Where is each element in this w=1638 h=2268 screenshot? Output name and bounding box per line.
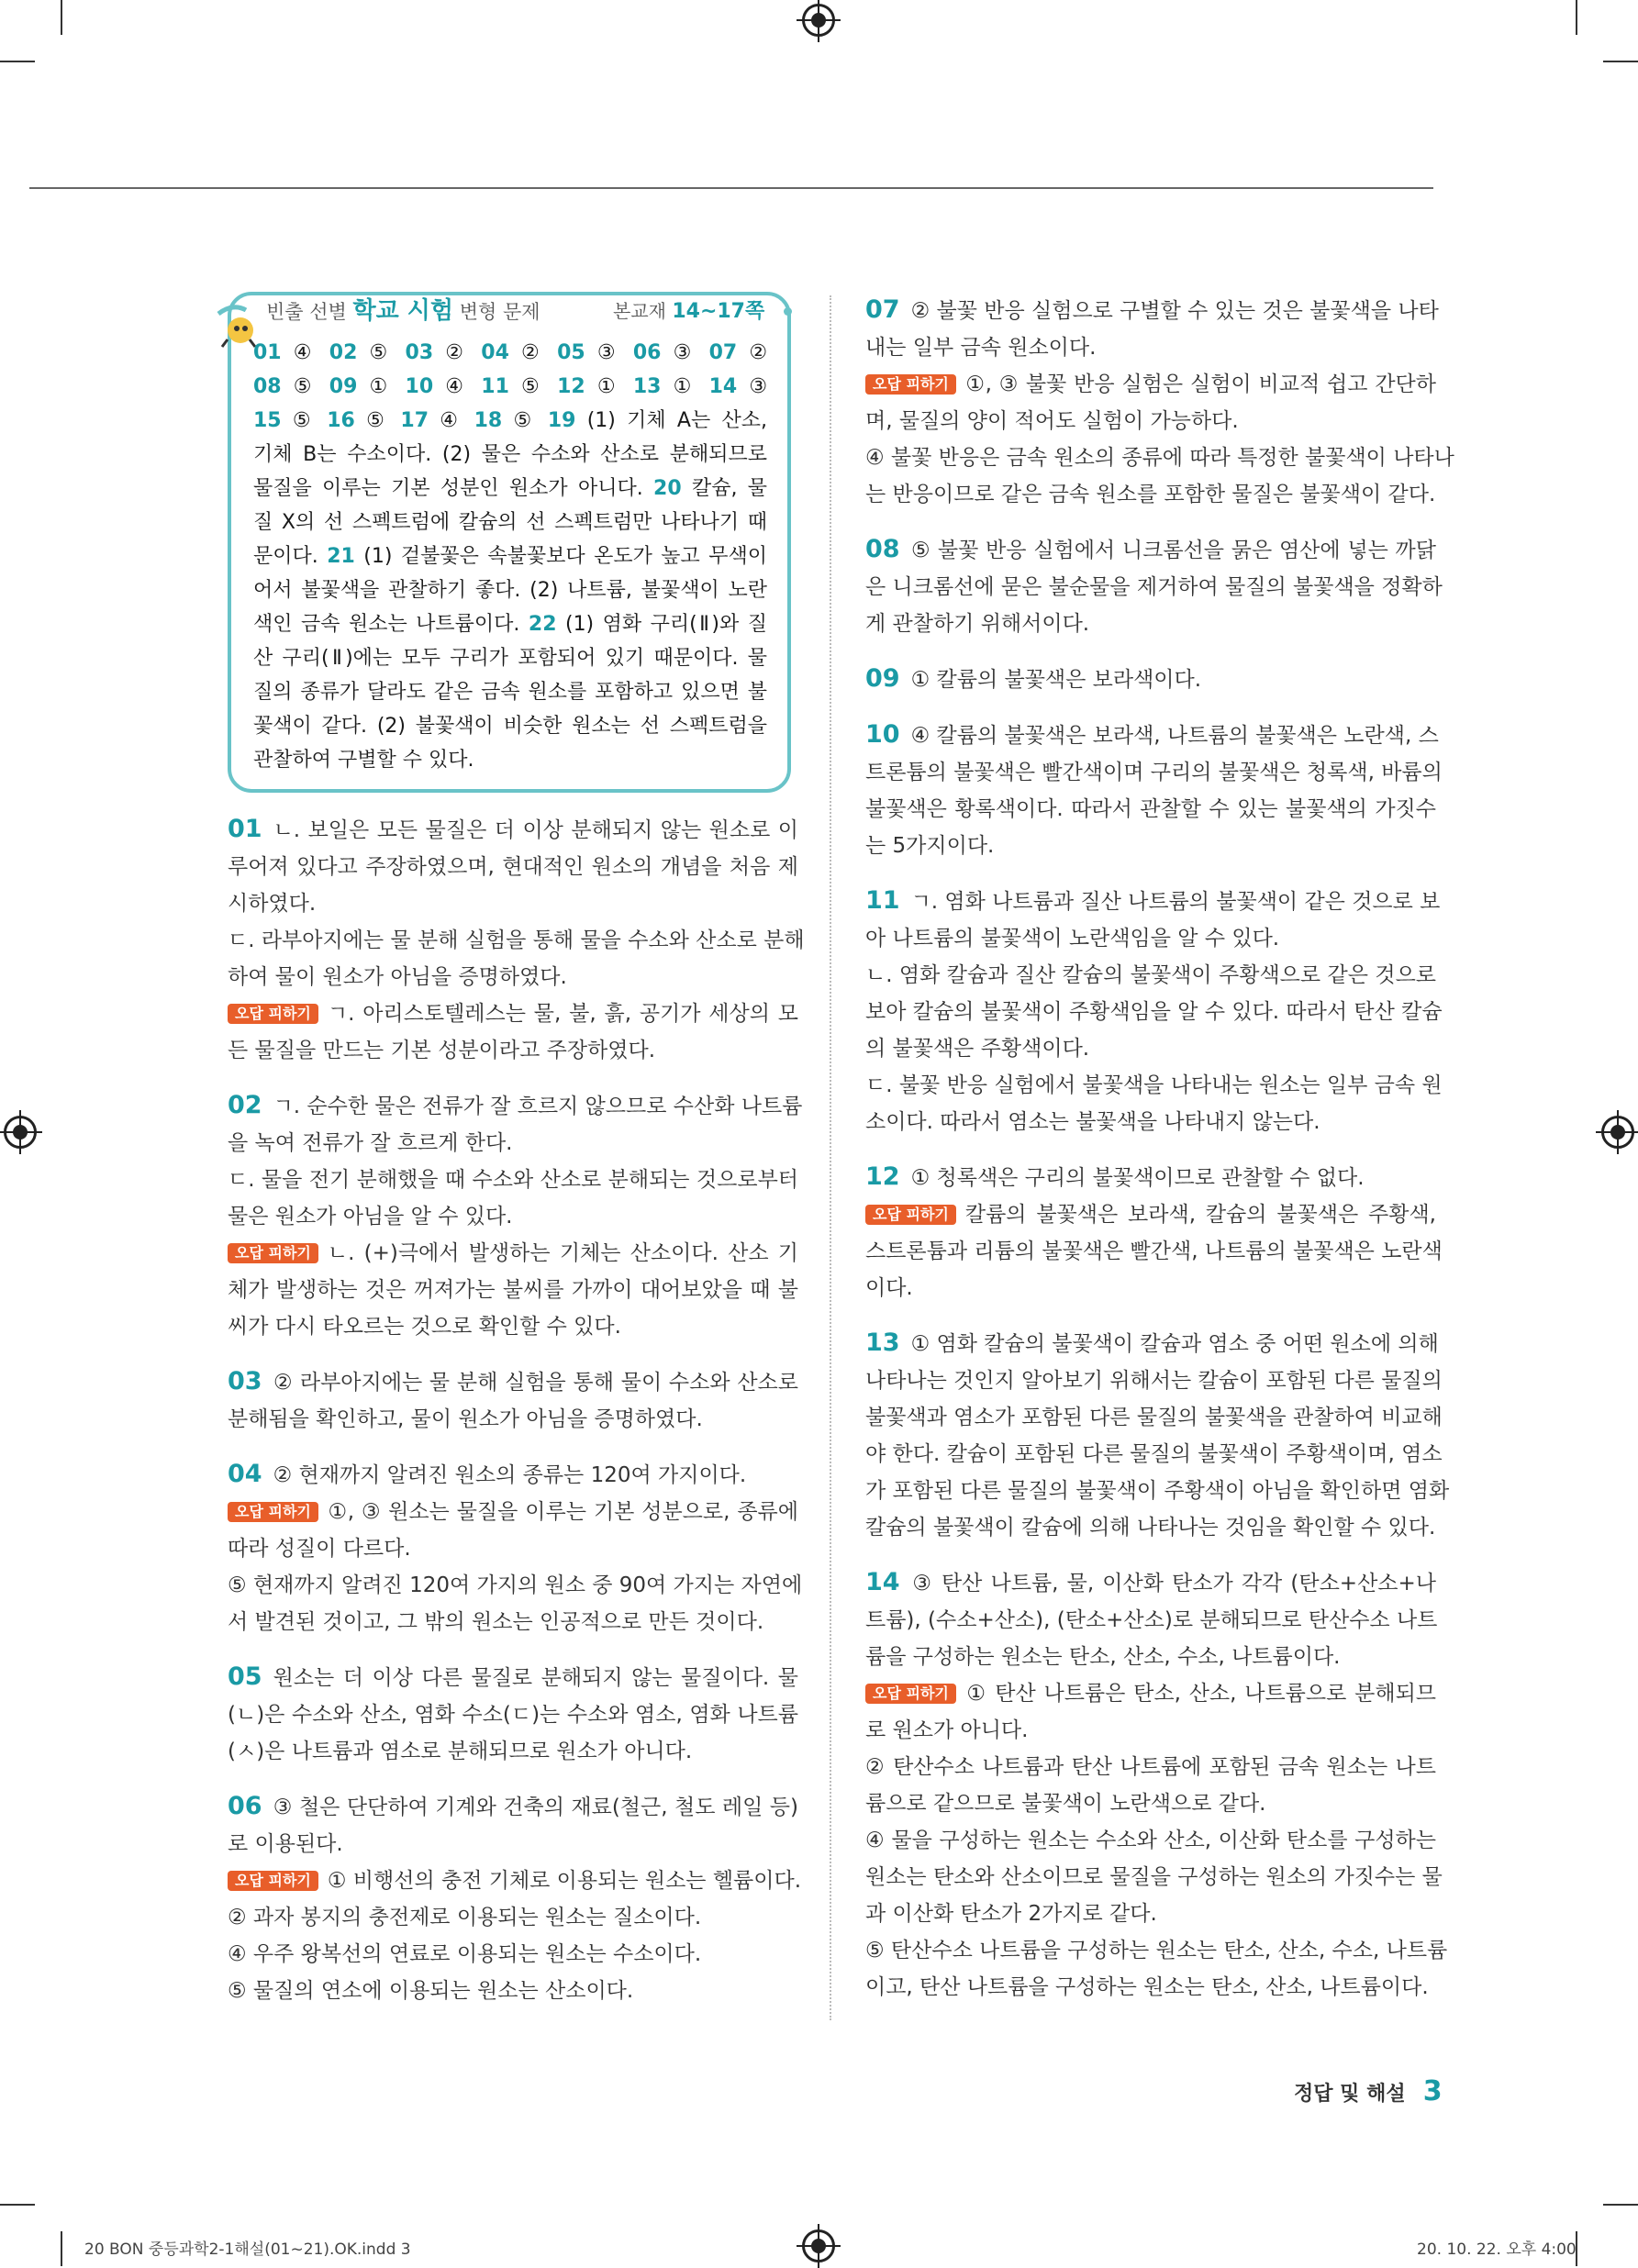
explanation-line: 칼슘의 불꽃색이 칼슘에 의해 나타나는 것임을 확인할 수 있다. xyxy=(865,1516,1436,1540)
explanation-line: 오답 피하기 ㄱ. 아리스토텔레스는 물, 불, 흙, 공기가 세상의 모 xyxy=(228,995,798,1032)
answer-segment: 기체 B는 수소이다. (2) 물은 수소와 산소로 분해되므로 xyxy=(253,443,767,466)
explanation-line: 10 ④ 칼륨의 불꽃색은 보라색, 나트륨의 불꽃색은 노란색, 스 xyxy=(865,720,1439,749)
explanation-line: 04 ② 현재까지 알려진 원소의 종류는 120여 가지이다. xyxy=(228,1460,747,1488)
explanation-line: ④ 우주 왕복선의 연료로 이용되는 원소는 수소이다. xyxy=(228,1942,702,1966)
explanation-line: 이다. xyxy=(865,1276,913,1300)
explanation-line: 오답 피하기 ① 탄산 나트륨은 탄소, 산소, 나트륨으로 분해되므 xyxy=(865,1675,1436,1712)
crop-mark xyxy=(1603,2204,1638,2206)
answer-segment: 09 ① xyxy=(329,375,394,398)
question-number: 04 xyxy=(228,1460,262,1488)
explanation-line: 야 한다. 칼슘이 포함된 다른 물질의 불꽃색이 주황색이며, 염소 xyxy=(865,1442,1443,1466)
answer-box-line xyxy=(253,573,767,607)
explanation-line: 나타나는 것인지 알아보기 위해서는 칼슘이 포함된 다른 물질의 xyxy=(865,1369,1443,1393)
answer-segment: 06 ③ xyxy=(632,341,697,364)
answer-number: 06 xyxy=(632,341,662,364)
answer-segment: 21 (1) 겉불꽃은 속불꽃보다 온도가 높고 무색이 xyxy=(327,545,767,568)
answer-segment: 01 ④ xyxy=(253,341,318,364)
answer-number: 11 xyxy=(481,375,509,398)
explanation-line: ⑤ 현재까지 알려진 120여 가지의 원소 중 90여 가지는 자연에 xyxy=(228,1573,803,1597)
answer-box-line xyxy=(253,641,767,675)
page-number: 3 xyxy=(1422,2075,1443,2107)
registration-mark-icon xyxy=(4,1116,37,1149)
slug-date: 20. 10. 22. 오후 4:00 xyxy=(1417,2240,1577,2259)
answer-number: 13 xyxy=(632,375,662,398)
explanation-line: ④ 물을 구성하는 원소는 수소와 산소, 이산화 탄소를 구성하는 xyxy=(865,1829,1436,1852)
explanation-line: 14 ③ 탄산 나트륨, 물, 이산화 탄소가 각각 (탄소+산소+나 xyxy=(865,1568,1436,1596)
explanation-line: ㄷ. 물을 전기 분해했을 때 수소와 산소로 분해되는 것으로부터 xyxy=(228,1168,798,1192)
answer-segment: 관찰하여 구별할 수 있다. xyxy=(253,749,474,772)
answer-number: 16 xyxy=(327,409,355,432)
question-number: 06 xyxy=(228,1792,262,1820)
answer-segment: 산 구리(Ⅱ)에는 모두 구리가 포함되어 있기 때문이다. 물 xyxy=(253,647,767,670)
explanation-line: 08 ⑤ 불꽃 반응 실험에서 니크롬선을 묽은 염산에 넣는 까닭 xyxy=(865,535,1436,563)
explanation-line: 루어져 있다고 주장하였으며, 현대적인 원소의 개념을 처음 제 xyxy=(228,855,798,879)
answer-number: 18 xyxy=(474,409,503,432)
explanation-line: 보아 칼슘의 불꽃색이 주황색임을 알 수 있다. 따라서 탄산 칼슘 xyxy=(865,1000,1443,1024)
answer-box-line xyxy=(253,709,767,743)
explanation-item xyxy=(228,1456,803,1640)
explanation-line: 륨으로 같으므로 불꽃색이 노란색으로 같다. xyxy=(865,1792,1266,1816)
question-number: 09 xyxy=(865,664,900,693)
answer-segment: 22 (1) 염화 구리(Ⅱ)와 질 xyxy=(528,613,767,636)
explanation-line: 의 불꽃색은 주황색이다. xyxy=(865,1037,1090,1061)
explanation-line: 11 ㄱ. 염화 나트륨과 질산 나트륨의 불꽃색이 같은 것으로 보 xyxy=(865,886,1441,915)
answer-box-line xyxy=(253,472,767,506)
page-footer xyxy=(1294,2075,1443,2107)
answer-box-line xyxy=(253,404,767,438)
explanation-item xyxy=(865,1159,1443,1306)
explanation-line: 아 나트륨의 불꽃색이 노란색임을 알 수 있다. xyxy=(865,927,1280,951)
explanation-line: ⑤ 물질의 연소에 이용되는 원소는 산소이다. xyxy=(228,1979,634,2003)
explanation-line: ㄴ. 염화 칼슘과 질산 칼슘의 불꽃색이 주황색으로 같은 것으로 xyxy=(865,963,1436,987)
explanation-line: 이고, 탄산 나트륨을 구성하는 원소는 탄소, 산소, 나트륨이다. xyxy=(865,1975,1429,1999)
explanation-line: ⑤ 탄산수소 나트륨을 구성하는 원소는 탄소, 산소, 수소, 나트륨 xyxy=(865,1939,1448,1962)
explanation-line: 원소는 탄소와 산소이므로 물질을 구성하는 원소의 가짓수는 물 xyxy=(865,1865,1443,1889)
answer-segment: 꽃색이 같다. (2) 불꽃색이 비슷한 원소는 선 스펙트럼을 xyxy=(253,715,767,738)
answer-number: 01 xyxy=(253,341,282,364)
explanation-line: 스트론튬과 리튬의 불꽃색은 빨간색, 나트륨의 불꽃색은 노란색 xyxy=(865,1240,1443,1263)
explanation-line: 게 관찰하기 위해서이다. xyxy=(865,612,1090,636)
crop-mark xyxy=(61,0,62,35)
answer-box-line xyxy=(253,370,767,404)
answer-segment: 08 ⑤ xyxy=(253,375,318,398)
explanation-line: 02 ㄱ. 순수한 물은 전류가 잘 흐르지 않으므로 수산화 나트륨 xyxy=(228,1091,803,1119)
registration-mark-icon xyxy=(802,2229,835,2262)
answer-number: 22 xyxy=(528,613,557,636)
answer-segment: 04 ② xyxy=(481,341,545,364)
wrong-answer-tag: 오답 피하기 xyxy=(865,1684,956,1704)
answer-number: 02 xyxy=(329,341,358,364)
explanation-line: 오답 피하기 칼륨의 불꽃색은 보라색, 칼슘의 불꽃색은 주황색, xyxy=(865,1196,1436,1233)
footer-section-label: 정답 및 해설 xyxy=(1294,2083,1406,2106)
left-column xyxy=(228,811,805,2028)
explanation-line: ② 탄산수소 나트륨과 탄산 나트륨에 포함된 금속 원소는 나트 xyxy=(865,1755,1436,1779)
answer-segment: 10 ④ xyxy=(405,375,470,398)
question-number: 12 xyxy=(865,1162,900,1191)
explanation-item xyxy=(865,661,1436,698)
explanation-line: 트론튬의 불꽃색은 빨간색이며 구리의 불꽃색은 청록색, 바륨의 xyxy=(865,761,1443,784)
answer-box-line xyxy=(253,539,767,573)
explanation-line: 는 5가지이다. xyxy=(865,834,995,858)
answer-number: 19 xyxy=(547,409,576,432)
explanation-line: 서 발견된 것이고, 그 밖의 원소는 인공적으로 만든 것이다. xyxy=(228,1610,764,1634)
explanation-line: 불꽃색과 염소가 포함된 다른 물질의 불꽃색을 관찰하여 비교해 xyxy=(865,1406,1443,1429)
answer-box-line xyxy=(253,743,767,777)
answer-segment: 05 ③ xyxy=(557,341,621,364)
explanation-item xyxy=(228,1788,802,2009)
explanation-item xyxy=(228,811,805,1069)
right-column xyxy=(865,292,1454,2024)
explanation-item xyxy=(865,1325,1450,1546)
explanation-item xyxy=(865,1564,1448,2006)
answer-number: 07 xyxy=(708,341,738,364)
explanation-line: 로 이용된다. xyxy=(228,1832,343,1856)
answer-box-line xyxy=(253,675,767,709)
question-number: 02 xyxy=(228,1091,262,1119)
explanation-item xyxy=(865,292,1454,513)
answer-segment: 12 ① xyxy=(557,375,621,398)
explanation-line: 12 ① 청록색은 구리의 불꽃색이므로 관찰할 수 없다. xyxy=(865,1162,1365,1191)
explanation-line: 은 니크롬선에 묻은 불순물을 제거하여 물질의 불꽃색을 정확하 xyxy=(865,575,1443,599)
answer-segment: 17 ④ xyxy=(400,409,463,432)
explanation-line: 내는 일부 금속 원소이다. xyxy=(865,336,1097,360)
answer-number: 03 xyxy=(405,341,434,364)
explanation-line: 는 반응이므로 같은 금속 원소를 포함한 물질은 불꽃색이 같다. xyxy=(865,483,1436,506)
explanation-line: 오답 피하기 ① 비행선의 충전 기체로 이용되는 원소는 헬륨이다. xyxy=(228,1862,798,1899)
explanation-line: 오답 피하기 ㄴ. (+)극에서 발생하는 기체는 산소이다. 산소 기 xyxy=(228,1235,798,1272)
answer-box-line xyxy=(253,506,767,539)
answer-number: 09 xyxy=(329,375,358,398)
textbook-reference: 본교재 14~17쪽 xyxy=(613,295,792,324)
answer-number: 12 xyxy=(557,375,585,398)
question-number: 03 xyxy=(228,1367,262,1395)
crop-mark xyxy=(0,61,35,62)
answer-number: 20 xyxy=(653,477,682,500)
explanation-line: (ㅅ)은 나트륨과 염소로 분해되므로 원소가 아니다. xyxy=(228,1740,693,1763)
answer-number: 14 xyxy=(708,375,738,398)
crop-mark xyxy=(1603,61,1638,62)
question-number: 13 xyxy=(865,1329,900,1357)
explanation-line: 트륨), (수소+산소), (탄소+산소)로 분해되므로 탄산수소 나트 xyxy=(865,1608,1438,1632)
answer-number: 10 xyxy=(405,375,434,398)
explanation-item xyxy=(228,1659,798,1770)
explanation-line: 과 이산화 탄소가 2가지로 같다. xyxy=(865,1902,1157,1926)
crop-mark xyxy=(0,2204,35,2206)
answer-segment: 20 칼슘, 물 xyxy=(653,477,767,500)
explanation-line: 며, 물질의 양이 적어도 실험이 가능하다. xyxy=(865,409,1239,433)
question-number: 11 xyxy=(865,886,900,915)
header-rule xyxy=(29,187,1433,189)
answer-segment: 물질을 이루는 기본 성분인 원소가 아니다. xyxy=(253,477,643,500)
explanation-line: 오답 피하기 ①, ③ 원소는 물질을 이루는 기본 성분으로, 종류에 xyxy=(228,1494,798,1530)
explanation-item xyxy=(865,883,1443,1140)
question-number: 14 xyxy=(865,1568,900,1596)
explanation-line: 오답 피하기 ①, ③ 불꽃 반응 실험은 실험이 비교적 쉽고 간단하 xyxy=(865,366,1436,403)
explanation-line: 가 포함된 다른 물질의 불꽃색이 주황색이 아님을 확인하면 염화 xyxy=(865,1479,1450,1503)
explanation-line: ④ 불꽃 반응은 금속 원소의 종류에 따라 특정한 불꽃색이 나타나 xyxy=(865,446,1454,470)
crop-mark xyxy=(1576,0,1577,35)
answer-segment: 16 ⑤ xyxy=(327,409,390,432)
answer-segment: 19 (1) 기체 A는 산소, xyxy=(547,409,768,432)
explanation-item xyxy=(228,1087,803,1345)
explanation-line: 든 물질을 만드는 기본 성분이라고 주장하였다. xyxy=(228,1039,656,1062)
answer-box-line xyxy=(253,438,767,472)
explanation-item xyxy=(865,717,1443,864)
answer-box-header: 빈출 선별 학교 시험 변형 문제 xyxy=(266,297,540,325)
wrong-answer-tag: 오답 피하기 xyxy=(228,1004,318,1024)
answer-box-line xyxy=(253,336,767,370)
answer-segment: 색인 금속 원소는 나트륨이다. xyxy=(253,613,520,636)
answer-number: 05 xyxy=(557,341,585,364)
column-divider xyxy=(830,295,831,2020)
explanation-line: 륨을 구성하는 원소는 탄소, 산소, 수소, 나트륨이다. xyxy=(865,1645,1341,1669)
explanation-line: ② 과자 봉지의 충전제로 이용되는 원소는 질소이다. xyxy=(228,1906,702,1929)
answer-segment: 문이다. xyxy=(253,545,318,568)
answer-segment: 질 X의 선 스펙트럼에 칼슘의 선 스펙트럼만 나타나기 때 xyxy=(253,511,767,534)
answer-number: 08 xyxy=(253,375,282,398)
explanation-item xyxy=(865,531,1443,642)
answer-segment: 14 ③ xyxy=(708,375,768,398)
wrong-answer-tag: 오답 피하기 xyxy=(228,1502,318,1522)
explanation-item xyxy=(228,1363,798,1438)
explanation-line: 체가 발생하는 것은 꺼져가는 불씨를 가까이 대어보았을 때 불 xyxy=(228,1278,798,1302)
explanation-line: 을 녹여 전류가 잘 흐르게 한다. xyxy=(228,1131,513,1155)
answer-segment: 15 ⑤ xyxy=(253,409,316,432)
question-number: 08 xyxy=(865,535,900,563)
answer-number: 04 xyxy=(481,341,509,364)
explanation-line: 01 ㄴ. 보일은 모든 물질은 더 이상 분해되지 않는 원소로 이 xyxy=(228,815,798,843)
explanation-line: ㄷ. 불꽃 반응 실험에서 불꽃색을 나타내는 원소는 일부 금속 원 xyxy=(865,1073,1443,1097)
explanation-line: 시하였다. xyxy=(228,892,317,916)
explanation-line: 03 ② 라부아지에는 물 분해 실험을 통해 물이 수소와 산소로 xyxy=(228,1367,798,1395)
wrong-answer-tag: 오답 피하기 xyxy=(228,1243,318,1263)
crop-mark xyxy=(61,2231,62,2266)
answer-number: 17 xyxy=(400,409,429,432)
slug-filename: 20 BON 중등과학2-1해설(01~21).OK.indd 3 xyxy=(84,2240,411,2259)
explanation-line: 물은 원소가 아님을 알 수 있다. xyxy=(228,1205,513,1228)
explanation-line: 불꽃색은 황록색이다. 따라서 관찰할 수 있는 불꽃색의 가짓수 xyxy=(865,797,1436,821)
explanation-line: (ㄴ)은 수소와 산소, 염화 수소(ㄷ)는 수소와 염소, 염화 나트륨 xyxy=(228,1703,798,1727)
explanation-line: 로 원소가 아니다. xyxy=(865,1718,1029,1742)
explanation-line: 소이다. 따라서 염소는 불꽃색을 나타내지 않는다. xyxy=(865,1110,1320,1134)
wrong-answer-tag: 오답 피하기 xyxy=(865,374,956,395)
answer-number: 15 xyxy=(253,409,282,432)
explanation-line: ㄷ. 라부아지에는 물 분해 실험을 통해 물을 수소와 산소로 분해 xyxy=(228,928,805,952)
explanation-line: 따라 성질이 다르다. xyxy=(228,1537,411,1561)
answer-number: 21 xyxy=(327,545,355,568)
answer-segment: 07 ② xyxy=(708,341,768,364)
question-number: 05 xyxy=(228,1662,262,1691)
question-number: 10 xyxy=(865,720,900,749)
explanation-line: 07 ② 불꽃 반응 실험으로 구별할 수 있는 것은 불꽃색을 나타 xyxy=(865,295,1439,324)
answer-box-line xyxy=(253,607,767,641)
wrong-answer-tag: 오답 피하기 xyxy=(865,1205,956,1225)
answer-segment: 13 ① xyxy=(632,375,697,398)
registration-mark-icon xyxy=(1601,1116,1634,1149)
answer-segment: 11 ⑤ xyxy=(481,375,545,398)
explanation-line: 13 ① 염화 칼슘의 불꽃색이 칼슘과 염소 중 어떤 원소에 의해 xyxy=(865,1329,1439,1357)
explanation-line: 씨가 다시 타오르는 것으로 확인할 수 있다. xyxy=(228,1315,621,1339)
wrong-answer-tag: 오답 피하기 xyxy=(228,1871,318,1891)
explanation-line: 분해됨을 확인하고, 물이 원소가 아님을 증명하였다. xyxy=(228,1407,703,1431)
explanation-line: 09 ① 칼륨의 불꽃색은 보라색이다. xyxy=(865,664,1202,693)
question-number: 07 xyxy=(865,295,900,324)
explanation-line: 06 ③ 철은 단단하여 기계와 건축의 재료(철근, 철도 레일 등) xyxy=(228,1792,798,1820)
answer-segment: 02 ⑤ xyxy=(329,341,394,364)
answer-segment: 어서 불꽃색을 관찰하기 좋다. (2) 나트륨, 불꽃색이 노란 xyxy=(253,579,767,602)
registration-mark-icon xyxy=(802,4,835,37)
explanation-line: 05 원소는 더 이상 다른 물질로 분해되지 않는 물질이다. 물 xyxy=(228,1662,798,1691)
question-number: 01 xyxy=(228,815,262,843)
answer-segment: 질의 종류가 달라도 같은 금속 원소를 포함하고 있으면 불 xyxy=(253,681,767,704)
answer-segment: 03 ② xyxy=(405,341,470,364)
explanation-line: 하여 물이 원소가 아님을 증명하였다. xyxy=(228,965,567,989)
answer-segment: 18 ⑤ xyxy=(474,409,537,432)
